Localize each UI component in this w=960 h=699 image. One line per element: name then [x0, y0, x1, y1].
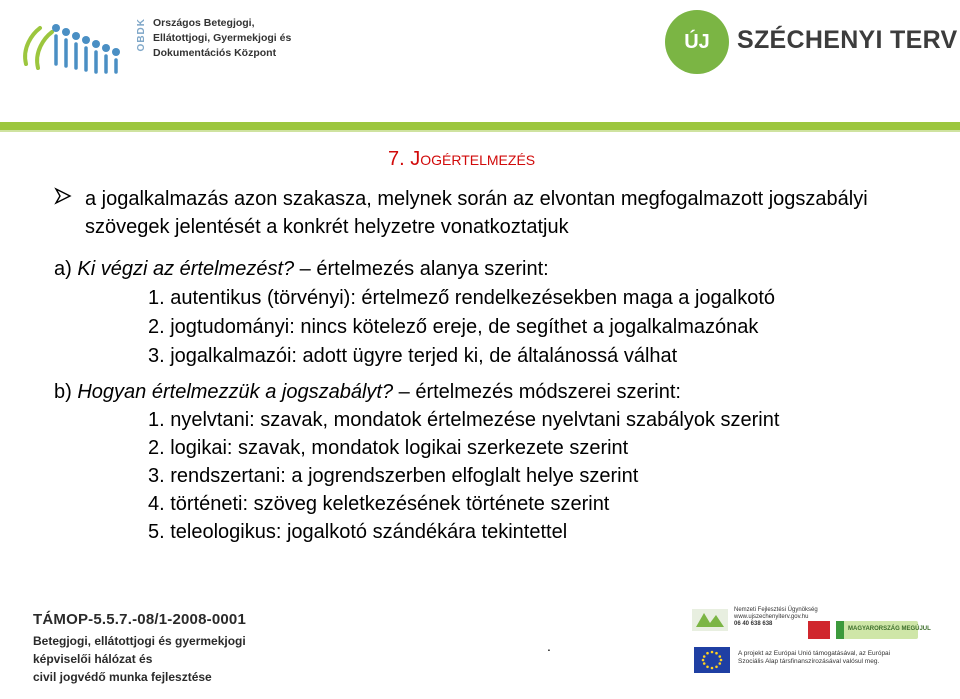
- header-divider-shade: [0, 130, 960, 132]
- nfu-logo-icon: [690, 605, 730, 635]
- project-line: Betegjogi, ellátottjogi és gyermekjogi: [33, 634, 246, 648]
- eu-flag-icon: [694, 647, 730, 673]
- hungary-renews-banner: [808, 621, 931, 639]
- slide-title-text: 7. Jogértelmezés: [388, 148, 536, 170]
- list-item: 2. jogtudományi: nincs kötelező ereje, de segíthet a jogalkalmazónak: [148, 316, 759, 338]
- project-line: képviselői hálózat és: [33, 652, 153, 666]
- eu-line: Szociális Alap társfinanszírozásával valósul meg.: [738, 658, 880, 665]
- project-line: civil jogvédő munka fejlesztése: [33, 670, 212, 684]
- obdk-name-line: Országos Betegjogi,: [153, 17, 255, 29]
- list-item: 3. rendszertani: a jogrendszerben elfoglalt helye szerint: [148, 465, 639, 487]
- agency-info: [734, 607, 818, 628]
- section-a-heading: [54, 258, 549, 281]
- slide-title: [388, 148, 535, 171]
- obdk-vertical-label: OBDK: [136, 18, 147, 52]
- szechenyi-circle-icon: ÚJ: [665, 10, 729, 74]
- list-item: 1. autentikus (törvényi): értelmező rendelkezésekben maga a jogalkotó: [148, 287, 776, 309]
- obdk-logo: [18, 14, 292, 74]
- eu-funding-text: [738, 650, 890, 666]
- footer-dot: .: [547, 638, 551, 654]
- section-b-question: Hogyan értelmezzük a jogszabályt?: [77, 381, 394, 403]
- project-info: [33, 611, 333, 686]
- szechenyi-terv-logo: [665, 10, 958, 90]
- section-a-rest: – értelmezés alanya szerint:: [294, 258, 549, 280]
- obdk-name-line: Dokumentációs Központ: [153, 47, 277, 59]
- agency-line: Nemzeti Fejlesztési Ügynökség: [734, 607, 818, 613]
- obdk-name: [153, 16, 291, 61]
- flag-stripe-red: [808, 621, 830, 639]
- szechenyi-name: SZÉCHENYI TERV: [737, 26, 958, 54]
- obdk-name-line: Ellátottjogi, Gyermekjogi és: [153, 32, 292, 44]
- list-item: 1. nyelvtani: szavak, mondatok értelmezése nyelvtani szabályok szerint: [148, 409, 780, 431]
- eu-line: A projekt az Európai Unió támogatásával, az Európai: [738, 650, 891, 657]
- arrow-bullet-icon: [54, 187, 72, 210]
- list-item: 2. logikai: szavak, mondatok logikai szerkezete szerint: [148, 437, 629, 459]
- list-item: 3. jogalkalmazói: adott ügyre terjed ki, de általánossá válhat: [148, 345, 678, 367]
- banner-text: MAGYARORSZÁG MEGÚJUL: [848, 626, 931, 632]
- funding-logos: [690, 605, 931, 693]
- list-item: 5. teleologikus: jogalkotó szándékára tekintettel: [148, 521, 568, 543]
- list-item: 4. történeti: szöveg keletkezésének története szerint: [148, 493, 610, 515]
- project-code: TÁMOP-5.5.7.-08/1-2008-0001: [33, 611, 247, 628]
- section-b-label: b): [54, 381, 72, 403]
- section-a-question: Ki végzi az értelmezést?: [77, 258, 295, 280]
- section-b-rest: – értelmezés módszerei szerint:: [393, 381, 681, 403]
- header-divider: [0, 122, 960, 130]
- flag-stripe-green: [836, 621, 844, 639]
- agency-line: 06 40 638 638: [734, 621, 773, 627]
- section-b-heading: [54, 381, 681, 404]
- obdk-emblem-icon: [18, 14, 138, 76]
- agency-line: www.ujszechenyiterv.gov.hu: [734, 614, 809, 620]
- definition-bullet: a jogalkalmazás azon szakasza, melynek során az elvontan megfogalmazott jogszabályi szövegek jelentését a konkrét helyzetre vonatkoztatjuk: [85, 188, 868, 238]
- section-a-label: a): [54, 258, 72, 280]
